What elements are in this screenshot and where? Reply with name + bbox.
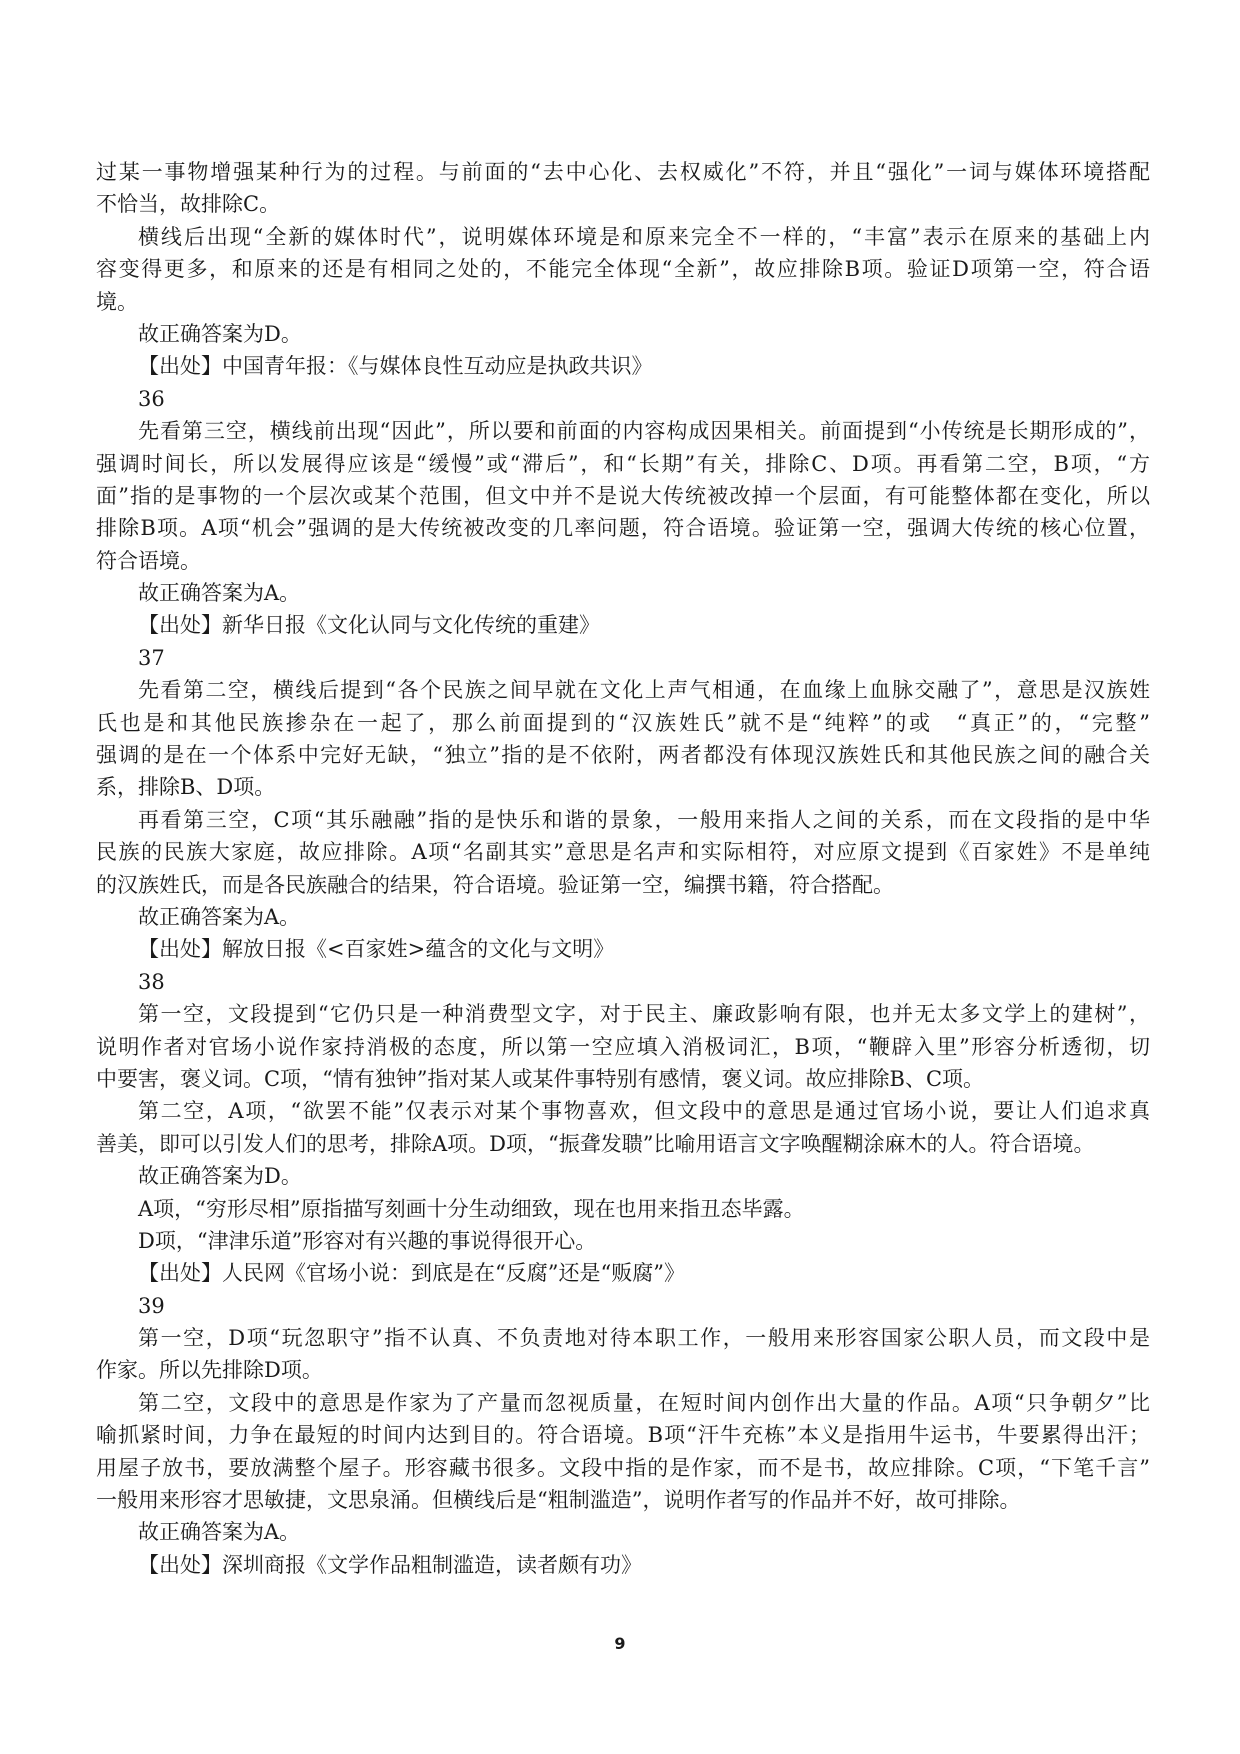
text-line: 中要害，褒义词。C项，“情有独钟”指对某人或某件事特别有感情，褒义词。故应排除B、C项。 <box>96 1066 985 1091</box>
paragraph <box>96 642 1150 674</box>
text-line: 用屋子放书，要放满整个屋子。形容藏书很多。文段中指的是作家，而不是书，故应排除。C项，“下笔千言” <box>96 1455 1150 1480</box>
paragraph <box>96 1193 1150 1225</box>
text-line: 容变得更多，和原来的还是有相同之处的，不能完全体现“全新”，故应排除B项。验证D项第一空，符合语 <box>96 257 1150 282</box>
paragraph <box>96 1257 1150 1289</box>
paragraph <box>96 1095 1150 1160</box>
paragraph <box>96 1549 1150 1581</box>
page-number: 9 <box>614 1634 626 1653</box>
text-line: 强调时间长，所以发展得应该是“缓慢”或“滞后”，和“长期”有关，排除C、D项。再看第二空，B项，“方 <box>96 451 1150 476</box>
text-line: 第二空，A项，“欲罢不能”仅表示对某个事物喜欢，但文段中的意思是通过官场小说，要让人们追求真 <box>138 1099 1150 1124</box>
text-line: 善美，即可以引发人们的思考，排除A项。D项，“振聋发聩”比喻用语言文字唤醒糊涂麻木的人。符合语境。 <box>96 1131 1095 1156</box>
text-line: 不恰当，故排除C。 <box>96 192 281 217</box>
text-line: 故正确答案为A。 <box>138 581 301 606</box>
text-line: 过某一事物增强某种行为的过程。与前面的“去中心化、去权威化”不符，并且“强化”一词与媒体环境搭配 <box>96 160 1150 184</box>
paragraph <box>96 804 1150 901</box>
paragraph <box>96 383 1150 415</box>
paragraph <box>96 901 1150 933</box>
document-body <box>96 156 1150 1581</box>
text-line: A项，“穷形尽相”原指描写刻画十分生动细致，现在也用来指丑态毕露。 <box>138 1196 805 1221</box>
paragraph <box>96 1516 1150 1548</box>
text-line: 横线后出现“全新的媒体时代”，说明媒体环境是和原来完全不一样的，“丰富”表示在原来的基础上内 <box>138 224 1150 249</box>
paragraph <box>96 609 1150 641</box>
text-line: 故正确答案为A。 <box>138 1520 301 1545</box>
paragraph <box>96 966 1150 998</box>
paragraph <box>96 1160 1150 1192</box>
paragraph <box>96 1387 1150 1517</box>
paragraph <box>96 1290 1150 1322</box>
text-line: 故正确答案为A。 <box>138 904 301 929</box>
text-line: 故正确答案为D。 <box>138 1164 302 1189</box>
paragraph <box>96 1322 1150 1387</box>
text-line: 先看第三空，横线前出现“因此”，所以要和前面的内容构成因果相关。前面提到“小传统是长期形成的”， <box>138 419 1150 444</box>
text-line: 【出处】人民网《官场小说：到底是在“反腐”还是“贩腐”》 <box>138 1261 685 1286</box>
text-line: 排除B项。A项“机会”强调的是大传统被改变的几率问题，符合语境。验证第一空，强调大传统的核心位置， <box>96 516 1150 541</box>
paragraph <box>96 156 1150 221</box>
text-line: 作家。所以先排除D项。 <box>96 1358 323 1383</box>
paragraph <box>96 221 1150 318</box>
paragraph <box>96 415 1150 577</box>
text-line: 面”指的是事物的一个层次或某个范围，但文中并不是说大传统被改掉一个层面，有可能整体都在变化，所以 <box>96 483 1150 508</box>
text-line: 再看第三空，C项“其乐融融”指的是快乐和谐的景象，一般用来指人之间的关系，而在文段指的是中华 <box>138 807 1150 832</box>
paragraph <box>96 998 1150 1095</box>
text-line: D项，“津津乐道”形容对有兴趣的事说得很开心。 <box>138 1228 597 1253</box>
text-line: 喻抓紧时间，力争在最短的时间内达到目的。符合语境。B项“汗牛充栋”本义是指用牛运书，牛要累得出汗； <box>96 1423 1150 1448</box>
text-line: 系，排除B、D项。 <box>96 775 276 800</box>
text-line: 36 <box>138 386 165 411</box>
text-line: 38 <box>138 969 165 994</box>
text-line: 强调的是在一个体系中完好无缺，“独立”指的是不依附，两者都没有体现汉族姓氏和其他民族之间的融合关 <box>96 743 1150 768</box>
text-line: 一般用来形容才思敏捷，文思泉涌。但横线后是“粗制滥造”，说明作者写的作品并不好，故可排除。 <box>96 1488 1021 1513</box>
text-line: 民族的民族大家庭，故应排除。A项“名副其实”意思是名声和实际相符，对应原文提到《百家姓》不是单纯 <box>96 840 1150 865</box>
text-line: 符合语境。 <box>96 548 201 573</box>
text-line: 【出处】中国青年报：《与媒体良性互动应是执政共识》 <box>138 354 653 379</box>
text-line: 【出处】深圳商报《文学作品粗制滥造，读者颇有功》 <box>138 1552 642 1577</box>
text-line: 境。 <box>96 289 138 314</box>
text-line: 说明作者对官场小说作家持消极的态度，所以第一空应填入消极词汇，B项，“鞭辟入里”形容分析透彻，切 <box>96 1034 1150 1059</box>
paragraph <box>96 350 1150 382</box>
text-line: 第一空，文段提到“它仍只是一种消费型文字，对于民主、廉政影响有限，也并无太多文学上的建树”， <box>138 1002 1150 1027</box>
text-line: 【出处】新华日报《文化认同与文化传统的重建》 <box>138 613 600 638</box>
text-line: 37 <box>138 645 165 670</box>
text-line: 第一空，D项“玩忽职守”指不认真、不负责地对待本职工作，一般用来形容国家公职人员，而文段中是 <box>138 1326 1150 1351</box>
paragraph <box>96 318 1150 350</box>
paragraph <box>96 674 1150 804</box>
text-line: 氏也是和其他民族掺杂在一起了，那么前面提到的“汉族姓氏”就不是“纯粹”的或 “真正”的，“完整” <box>96 710 1150 735</box>
paragraph <box>96 1225 1150 1257</box>
text-line: 39 <box>138 1293 165 1318</box>
text-line: 故正确答案为D。 <box>138 321 302 346</box>
text-line: 的汉族姓氏，而是各民族融合的结果，符合语境。验证第一空，编撰书籍，符合搭配。 <box>96 872 894 897</box>
text-line: 先看第二空，横线后提到“各个民族之间早就在文化上声气相通，在血缘上血脉交融了”，意思是汉族姓 <box>138 678 1150 703</box>
paragraph <box>96 933 1150 965</box>
paragraph <box>96 577 1150 609</box>
text-line: 第二空，文段中的意思是作家为了产量而忽视质量，在短时间内创作出大量的作品。A项“只争朝夕”比 <box>138 1390 1150 1415</box>
text-line: 【出处】解放日报《<百家姓>蕴含的文化与文明》 <box>138 937 615 962</box>
